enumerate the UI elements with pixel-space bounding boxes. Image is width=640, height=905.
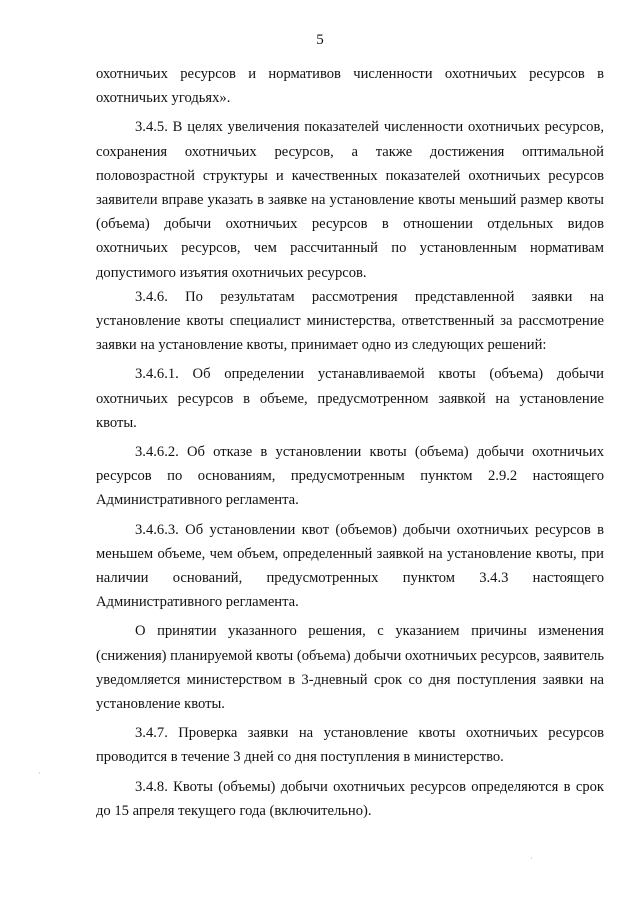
paragraph-3-4-6-3: 3.4.6.3. Об установлении квот (объемов) добычи охотничьих ресурсов в меньшем объеме, чем объем, определенный заявкой на установление квоты, при наличии оснований, предусмотренных пунктом 3.4.3 настоящего Административного регламента. <box>96 521 604 611</box>
paragraph-3-4-6: 3.4.6. По результатам рассмотрения представленной заявки на установление квоты специалист министерства, ответственный за рассмотрение заявки на установление квоты, принимает одно из следующих решений: <box>96 288 604 354</box>
scan-speck: · <box>530 854 533 863</box>
paragraph-3-4-6-1: 3.4.6.1. Об определении устанавливаемой квоты (объема) добычи охотничьих ресурсов в объеме, предусмотренном заявкой на установление квоты. <box>96 366 604 431</box>
document-body <box>96 62 604 823</box>
paragraph-3-4-6-2: 3.4.6.2. Об отказе в установлении квоты (объема) добычи охотничьих ресурсов по основаниям, предусмотренным пунктом 2.9.2 настоящего Административного регламента. <box>96 444 604 509</box>
paragraph-3-4-7: 3.4.7. Проверка заявки на установление квоты охотничьих ресурсов проводится в течение 3 дней со дня поступления в министерство. <box>96 725 604 766</box>
page-number: 5 <box>316 32 324 48</box>
paragraph-decision-notice: О принятии указанного решения, с указанием причины изменения (снижения) планируемой квоты (объема) добычи охотничьих ресурсов, заявитель уведомляется министерством в 3-дневный срок со дня поступления заявки на установление квоты. <box>96 623 604 713</box>
scan-speck: · <box>38 769 41 778</box>
paragraph-3-4-8: 3.4.8. Квоты (объемы) добычи охотничьих ресурсов определяются в срок до 15 апреля текущего года (включительно). <box>96 778 604 819</box>
paragraph-3-4-5: 3.4.5. В целях увеличения показателей численности охотничьих ресурсов, сохранения охотничьих ресурсов, а также достижения оптимальной половозрастной структуры и качественных показателей охотничьих ресурсов заявители вправе указать в заявке на установление квоты меньший размер квоты (объема) добычи охотничьих ресурсов в отношении отдельных видов охотничьих ресурсов, чем рассчитанный по установленным нормативам допустимого изъятия охотничьих ресурсов. <box>96 119 604 281</box>
paragraph-continuation: охотничьих ресурсов и нормативов численности охотничьих ресурсов в охотничьих угодьях». <box>96 66 604 107</box>
